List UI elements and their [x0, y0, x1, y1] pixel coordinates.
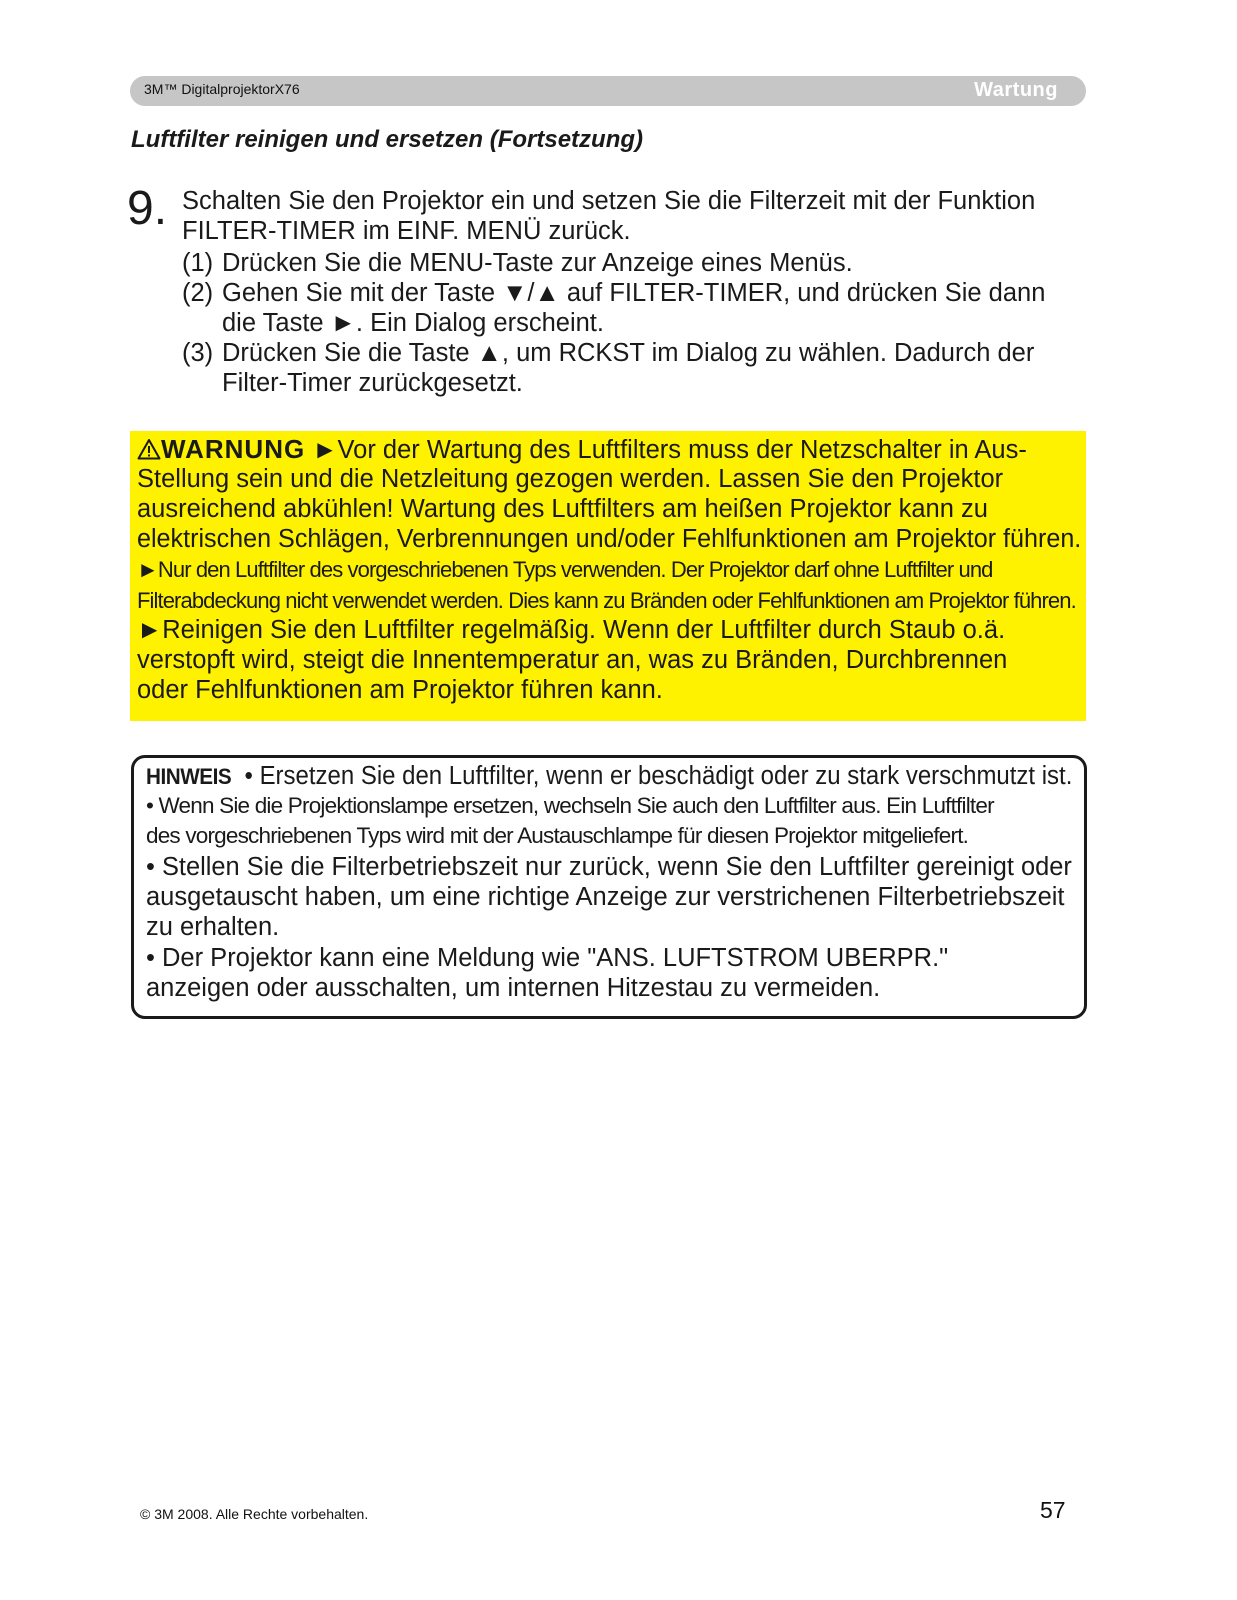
note-line: des vorgeschriebenen Typs wird mit der Austauschlampe für diesen Projektor mitgeliefert.	[146, 823, 969, 848]
note-label: HINWEIS	[146, 764, 232, 789]
substep-3	[182, 338, 1082, 398]
footer-copyright: © 3M 2008. Alle Rechte vorbehalten.	[140, 1506, 369, 1522]
note-line: • Ersetzen Sie den Luftfilter, wenn er beschädigt oder zu stark verschmutzt ist.	[244, 762, 1073, 790]
substep-number: (2)	[182, 279, 214, 307]
warning-label: WARNUNG	[161, 434, 306, 464]
substep-line: Gehen Sie mit der Taste ▼/▲ auf FILTER-TIMER, und drücken Sie dann	[222, 279, 1046, 307]
warning-line: ►Reinigen Sie den Luftfilter regelmäßig. Wenn der Luftfilter durch Staub o.ä.	[137, 616, 1006, 644]
warning-triangle-icon	[137, 438, 161, 460]
warning-line: elektrischen Schlägen, Verbrennungen und/oder Fehlfunktionen am Projektor führen.	[137, 525, 1082, 553]
note-line: • Stellen Sie die Filterbetriebszeit nur zurück, wenn Sie den Luftfilter gereinigt oder	[146, 853, 1072, 881]
warning-box	[130, 431, 1086, 721]
warning-line: ►Nur den Luftfilter des vorgeschriebenen Typs verwenden. Der Projektor darf ohne Luftfilter und	[137, 557, 993, 582]
header-product-name: 3M™ DigitalprojektorX76	[144, 81, 300, 97]
substep-2	[182, 278, 1082, 338]
step-line: Schalten Sie den Projektor ein und setzen Sie die Filterzeit mit der Funktion	[182, 187, 1036, 215]
warning-line: Filterabdeckung nicht verwendet werden. Dies kann zu Bränden oder Fehlfunktionen am Projektor führen.	[137, 588, 1076, 613]
step-line: FILTER-TIMER im EINF. MENÜ zurück.	[182, 217, 631, 245]
note-line: ausgetauscht haben, um eine richtige Anzeige zur verstrichenen Filterbetriebszeit	[146, 883, 1065, 911]
substep-number: (3)	[182, 339, 214, 367]
warning-line: oder Fehlfunktionen am Projektor führen kann.	[137, 676, 663, 704]
warning-line: ausreichend abkühlen! Wartung des Luftfilters am heißen Projektor kann zu	[137, 495, 988, 523]
warning-line: ►Vor der Wartung des Luftfilters muss der Netzschalter in Aus-	[312, 436, 1027, 464]
note-heading-line	[146, 761, 1072, 792]
note-box	[131, 755, 1087, 1019]
note-line: • Wenn Sie die Projektionslampe ersetzen, wechseln Sie auch den Luftfilter aus. Ein Luftfilter	[146, 793, 994, 818]
warning-heading-line	[137, 434, 1027, 465]
substep-line: Filter-Timer zurückgesetzt.	[222, 369, 523, 397]
substep-number: (1)	[182, 249, 214, 277]
page-title: Luftfilter reinigen und ersetzen (Fortsetzung)	[131, 126, 644, 153]
substep-line: Drücken Sie die MENU-Taste zur Anzeige eines Menüs.	[222, 249, 853, 277]
page-number: 57	[1040, 1497, 1066, 1523]
note-line: • Der Projektor kann eine Meldung wie "ANS. LUFTSTROM UBERPR."	[146, 944, 949, 972]
substep-1	[182, 248, 1082, 278]
substep-line: die Taste ►. Ein Dialog erscheint.	[222, 309, 604, 337]
substep-line: Drücken Sie die Taste ▲, um RCKST im Dialog zu wählen. Dadurch der	[222, 339, 1035, 367]
note-line: zu erhalten.	[146, 913, 280, 941]
header-bar	[130, 76, 1086, 106]
step-number: 9.	[127, 182, 168, 235]
header-section-title: Wartung	[974, 79, 1058, 101]
note-line: anzeigen oder ausschalten, um internen Hitzestau zu vermeiden.	[146, 974, 881, 1002]
step-text	[182, 186, 1082, 246]
warning-line: Stellung sein und die Netzleitung gezogen werden. Lassen Sie den Projektor	[137, 465, 1004, 493]
warning-line: verstopft wird, steigt die Innentemperatur an, was zu Bränden, Durchbrennen	[137, 646, 1008, 674]
